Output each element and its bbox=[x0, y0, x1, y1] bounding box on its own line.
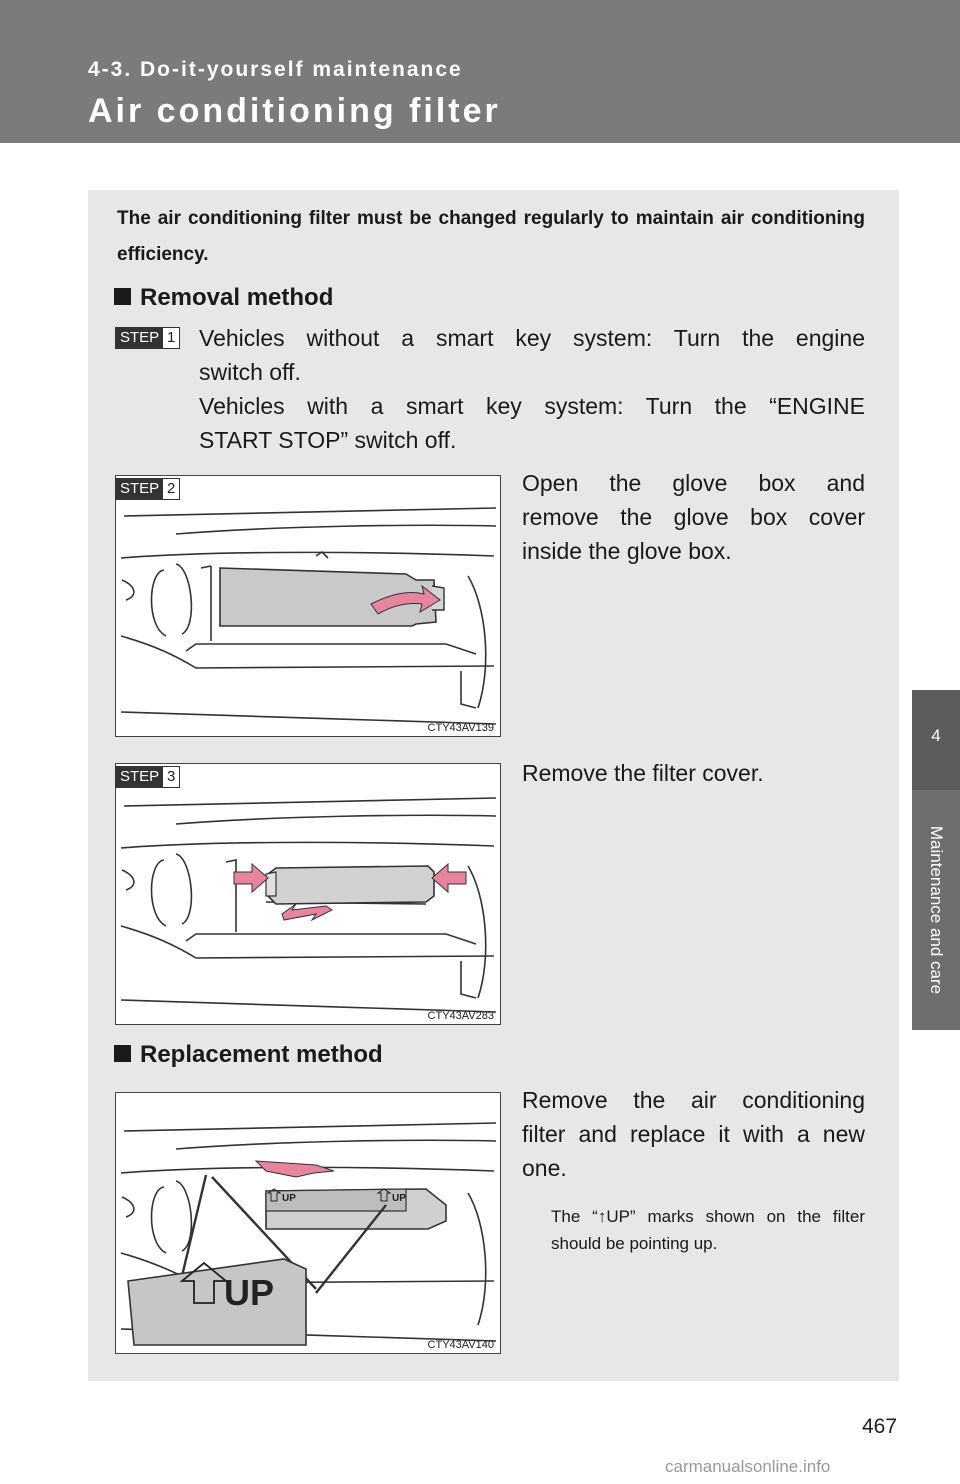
step-3-badge bbox=[115, 766, 180, 788]
step-2-badge bbox=[115, 478, 180, 500]
filter-replacement-illustration bbox=[115, 1092, 501, 1354]
filter-replacement-drawing bbox=[116, 1093, 501, 1354]
chapter-name: Maintenance and care bbox=[927, 825, 946, 995]
up-mark-small-left: UP bbox=[282, 1193, 296, 1204]
removal-heading-label: Removal method bbox=[140, 284, 334, 311]
text-line: filter and replace it with a new bbox=[522, 1121, 865, 1147]
removal-heading bbox=[114, 284, 333, 312]
text-line: remove the glove box cover bbox=[522, 504, 865, 530]
up-mark-label: UP bbox=[224, 1272, 275, 1313]
filter-cover-drawing bbox=[116, 764, 501, 1025]
page-title: Air conditioning filter bbox=[88, 92, 501, 130]
square-bullet-icon bbox=[114, 1045, 131, 1062]
figure-code: CTY43AV139 bbox=[427, 722, 494, 734]
step-number: 3 bbox=[167, 768, 176, 785]
figure-code: CTY43AV283 bbox=[427, 1010, 494, 1022]
chapter-side-tab[interactable] bbox=[912, 690, 960, 1030]
chapter-number-box bbox=[912, 690, 960, 790]
section-label: 4-3. Do-it-yourself maintenance bbox=[88, 58, 463, 81]
text-line: START STOP” switch off. bbox=[199, 427, 457, 453]
glove-box-illustration bbox=[115, 475, 501, 737]
text-line: Open the glove box and bbox=[522, 470, 865, 496]
step-label: STEP bbox=[116, 328, 163, 348]
replacement-text bbox=[522, 1083, 865, 1185]
replacement-note: The “↑UP” marks shown on the filter should be pointing up. bbox=[551, 1207, 865, 1253]
text-line: Vehicles without a smart key system: Turn the engine bbox=[199, 325, 865, 351]
step-label: STEP bbox=[116, 767, 163, 787]
up-mark-small-right: UP bbox=[392, 1193, 406, 1204]
text-line: inside the glove box. bbox=[522, 538, 732, 564]
square-bullet-icon bbox=[114, 288, 131, 305]
text-line: Remove the air conditioning bbox=[522, 1087, 865, 1113]
watermark: carmanualsonline.info bbox=[665, 1457, 831, 1476]
figure-code: CTY43AV140 bbox=[427, 1339, 494, 1351]
step-2-text bbox=[522, 466, 865, 568]
step-1-badge bbox=[115, 327, 180, 349]
filter-cover-illustration bbox=[115, 763, 501, 1025]
text-line: one. bbox=[522, 1155, 567, 1181]
step-number: 2 bbox=[167, 480, 176, 497]
page-header bbox=[0, 0, 960, 143]
replacement-heading bbox=[114, 1041, 383, 1069]
chapter-number: 4 bbox=[931, 726, 941, 745]
page-number: 467 bbox=[862, 1415, 898, 1438]
step-label: STEP bbox=[116, 479, 163, 499]
step-1-text bbox=[199, 321, 865, 457]
replacement-heading-label: Replacement method bbox=[140, 1041, 383, 1068]
text-line: switch off. bbox=[199, 359, 301, 385]
text-line: Vehicles with a smart key system: Turn the “ENGINE bbox=[199, 393, 865, 419]
step-3-text bbox=[522, 756, 865, 790]
intro-text: The air conditioning filter must be changed regularly to maintain air conditioning efficiency. bbox=[117, 208, 865, 265]
step-number: 1 bbox=[167, 329, 176, 346]
glove-box-drawing bbox=[116, 476, 501, 737]
text-line: Remove the filter cover. bbox=[522, 760, 764, 786]
